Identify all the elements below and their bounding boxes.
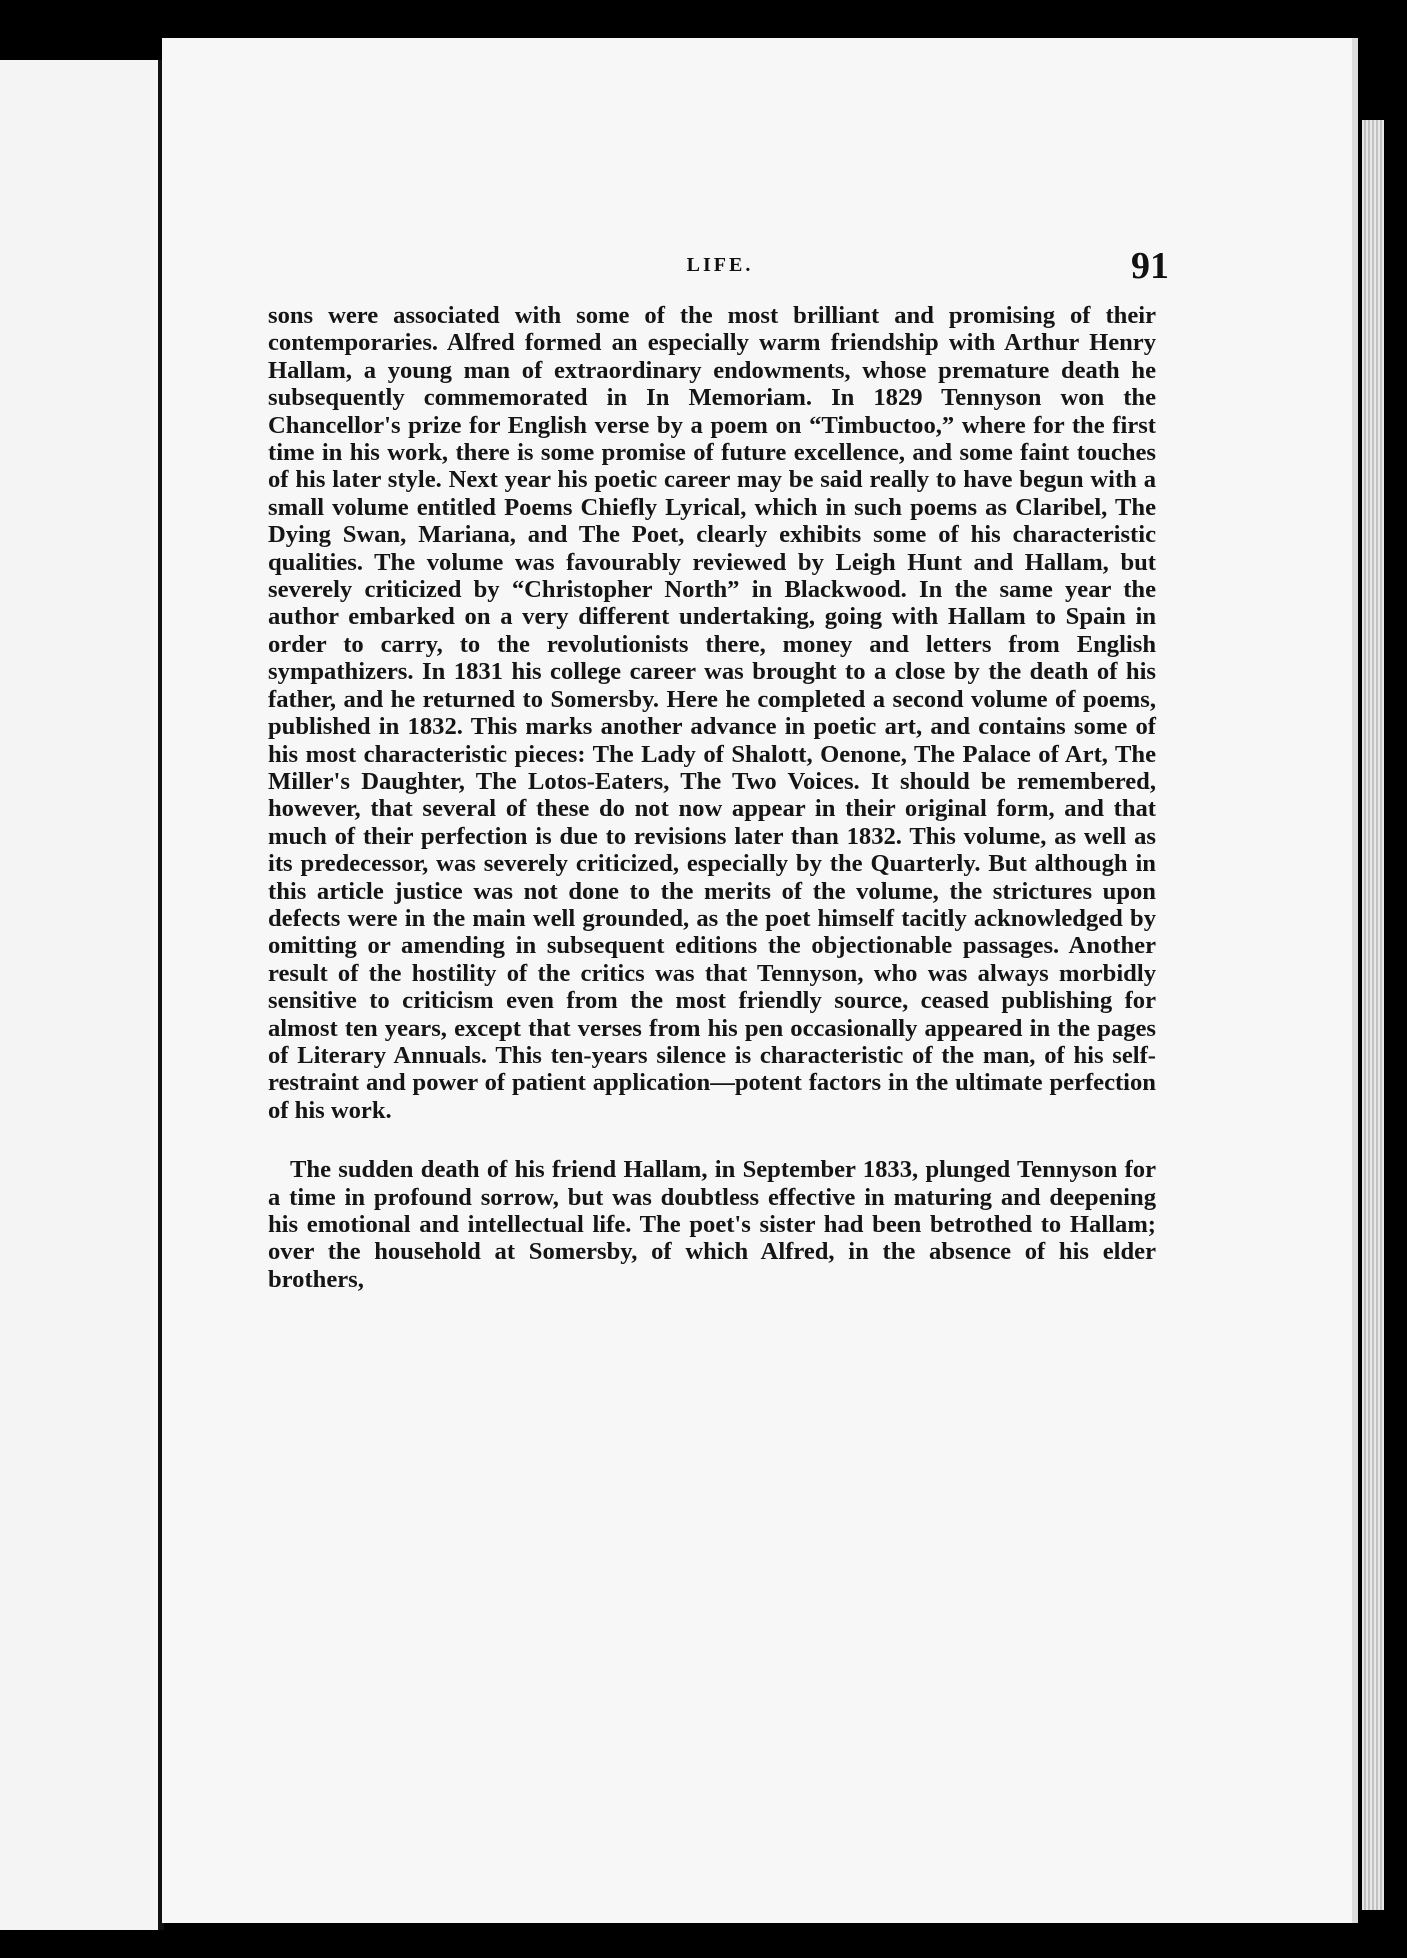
paragraph-1: sons were associated with some of the most brilliant and promising of their contemporaries. Alfred formed an especially warm friendship with Arthur Henry Hallam, a young man of extraordinary endowments, whose premature death he subsequently commemorated in In Memoriam. In 1829 Tennyson won the Chancellor's prize for English verse by a poem on “Timbuctoo,” where for the first time in his work, there is some promise of future excellence, and some faint touches of his later style. Next year his poetic career may be said really to have begun with a small volume entitled Poems Chiefly Lyrical, which in such poems as Claribel, The Dying Swan, Mariana, and The Poet, clearly exhibits some of his characteristic qualities. The volume was favourably reviewed by Leigh Hunt and Hallam, but severely criticized by “Christopher North” in Blackwood. In the same year the author embarked on a very different undertaking, going with Hallam to Spain in order to carry, to the revolutionists there, money and letters from English sympathizers. In 1831 his college career was brought to a close by the death of his father, and he returned to Somersby. Here he completed a second volume of poems, published in 1832. This marks another advance in poetic art, and contains some of his most characteristic pieces: The Lady of Shalott, Oenone, The Palace of Art, The Miller's Daughter, The Lotos-Eaters, The Two Voices. It should be remembered, however, that several of these do not now appear in their original form, and that much of their perfection is due to revisions later than 1832. This volume, as well as its predecessor, was severely criticized, especially by the Quarterly. But although in this article justice was not done to the merits of the volume, the strictures upon defects were in the main well grounded, as the poet himself tacitly acknowledged by omitting or amending in subsequent editions the objectionable passages. Another result of the hostility of the critics was that Tennyson, who was always morbidly sensitive to criticism even from the most friendly source, ceased publishing for almost ten years, except that verses from his pen occasionally appeared in the pages of Literary Annuals. This ten-years silence is characteristic of the man, of his self-restraint and power of patient application—potent factors in the ultimate perfection of his work. [268,302,1156,1124]
page-stack-edge [1362,120,1384,1910]
running-head: LIFE. [686,254,754,276]
page-number: 91 [1131,245,1169,287]
left-page-edge [0,60,164,1930]
paragraph-2: The sudden death of his friend Hallam, in September 1833, plunged Tennyson for a time in profound sorrow, but was doubtless effective in maturing and deepening his emotional and intellectual life. The poet's sister had been betrothed to Hallam; over the household at Somersby, of which Alfred, in the absence of his elder brothers, [268,1156,1156,1293]
body-text [268,302,1156,1293]
